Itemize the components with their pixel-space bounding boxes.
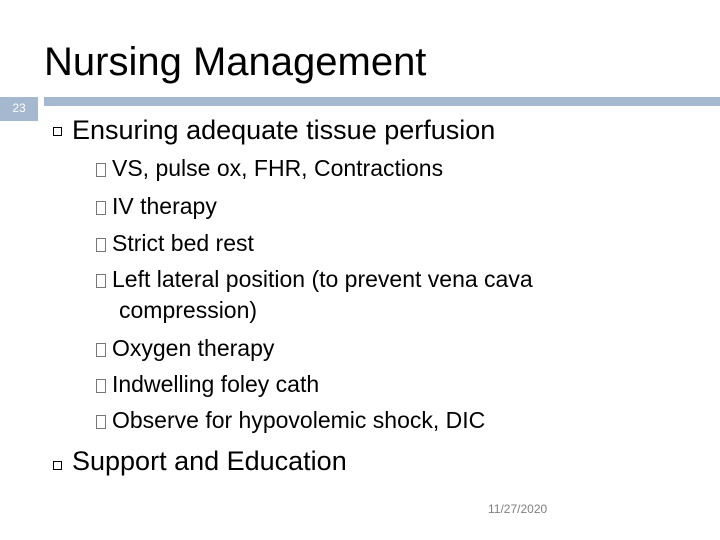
square-bullet-icon <box>53 461 62 470</box>
sub-bullet-icon <box>96 379 106 393</box>
square-bullet-icon <box>53 127 62 136</box>
sub-item-foley: Indwelling foley cath <box>96 370 319 398</box>
sub-bullet-icon <box>96 201 106 215</box>
slide-title: Nursing Management <box>44 40 427 84</box>
sub-bullet-icon <box>96 415 106 429</box>
sub-item-left-lateral: Left lateral position (to prevent vena cava <box>96 265 533 293</box>
slide-date: 11/27/2020 <box>488 502 548 516</box>
title-rule <box>44 97 720 106</box>
sub-bullet-icon <box>96 274 106 288</box>
sub-item-oxygen: Oxygen therapy <box>96 334 274 362</box>
sub-bullet-icon <box>96 343 106 357</box>
bullet-tissue-perfusion: Ensuring adequate tissue perfusion <box>72 115 496 145</box>
bullet-support-education: Support and Education <box>72 446 347 476</box>
sub-item-bed-rest: Strict bed rest <box>96 229 254 257</box>
sub-item-iv-therapy: IV therapy <box>96 192 217 220</box>
slide-number: 23 <box>0 97 38 121</box>
sub-item-vitals: VS, pulse ox, FHR, Contractions <box>96 154 443 182</box>
sub-bullet-icon <box>96 163 106 177</box>
sub-bullet-icon <box>96 238 106 252</box>
sub-item-left-lateral-continuation: compression) <box>119 297 258 323</box>
sub-item-observe-shock: Observe for hypovolemic shock, DIC <box>96 406 485 434</box>
